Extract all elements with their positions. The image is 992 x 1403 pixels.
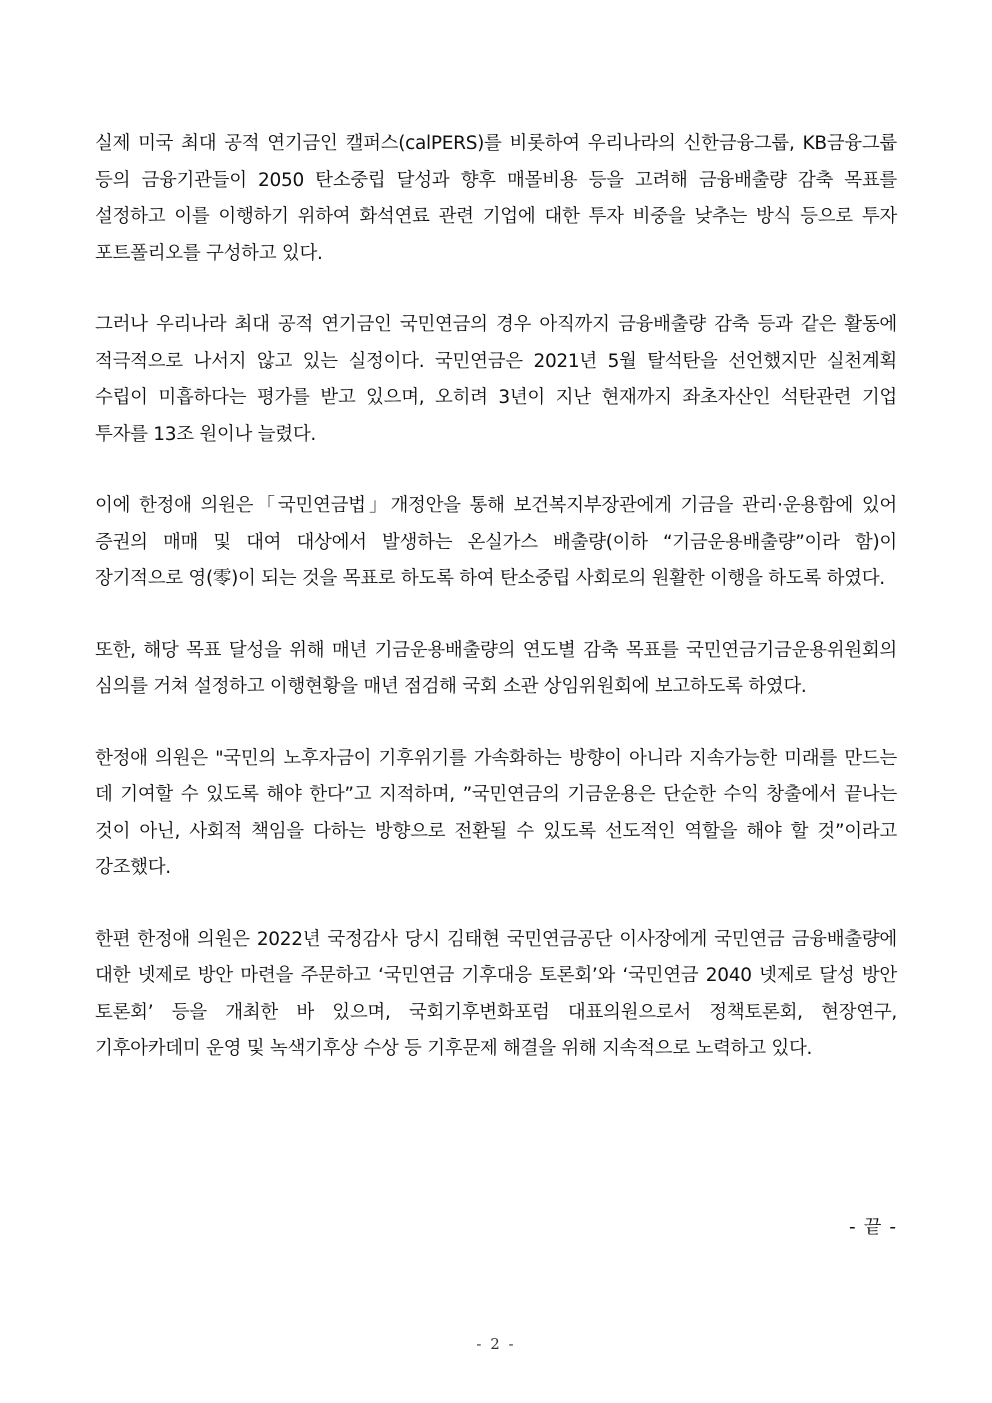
paragraph-background: 한편 한정애 의원은 2022년 국정감사 당시 김태현 국민연금공단 이사장에게 국민연금 금융배출량에 대한 넷제로 방안 마련을 주문하고 ‘국민연금 기후대응 토론회’와 ‘국민연금 2040 넷제로 달성 방안 토론회’ 등을 개최한 바 있으며, 국회기후변화포럼 대표의원으로서 정책토론회, 현장연구, 기후아카데미 운영 및 녹색기후상 수상 등 기후문제 해결을 위해 지속적으로 노력하고 있다. — [95, 928, 897, 1059]
page-number: - 2 - — [476, 1335, 516, 1353]
end-mark: - 끝 - — [849, 1217, 897, 1238]
paragraph-quote: 한정애 의원은 "국민의 노후자금이 기후위기를 가속화하는 방향이 아니라 지속가능한 미래를 만드는 데 기여할 수 있도록 해야 한다”고 지적하며, ”국민연금의 기금운용은 단순한 수익 창출에서 끝나는 것이 아닌, 사회적 책임을 다하는 방향으로 전환될 수 있도록 선도적인 역할을 해야 할 것”이라고 강조했다. — [95, 747, 897, 878]
paragraph-amendment: 이에 한정애 의원은「국민연금법」개정안을 통해 보건복지부장관에게 기금을 관리·운용함에 있어 증권의 매매 및 대여 대상에서 발생하는 온실가스 배출량(이하 “기금운용배출량”이라 함)이 장기적으로 영(零)이 되는 것을 목표로 하도록 하여 탄소중립 사회로의 원활한 이행을 하도록 하였다. — [95, 495, 897, 589]
paragraph-reduction-targets: 또한, 해당 목표 달성을 위해 매년 기금운용배출량의 연도별 감축 목표를 국민연금기금운용위원회의 심의를 거쳐 설정하고 이행현황을 매년 점검해 국회 소관 상임위원회에 보고하도록 하였다. — [95, 639, 897, 697]
paragraph-nps-situation: 그러나 우리나라 최대 공적 연기금인 국민연금의 경우 아직까지 금융배출량 감축 등과 같은 활동에 적극적으로 나서지 않고 있는 실정이다. 국민연금은 2021년 5월 탈석탄을 선언했지만 실천계획 수립이 미흡하다는 평가를 받고 있으며, 오히려 3년이 지난 현재까지 좌초자산인 석탄관련 기업 투자를 13조 원이나 늘렸다. — [95, 314, 897, 445]
document-body — [95, 126, 897, 1103]
paragraph-calpers-example: 실제 미국 최대 공적 연기금인 캘퍼스(calPERS)를 비롯하여 우리나라의 신한금융그룹, KB금융그룹 등의 금융기관들이 2050 탄소중립 달성과 향후 매몰비용 등을 고려해 금융배출량 감축 목표를 설정하고 이를 이행하기 위하여 화석연료 관련 기업에 대한 투자 비중을 낮추는 방식 등으로 투자 포트폴리오를 구성하고 있다. — [95, 133, 898, 264]
